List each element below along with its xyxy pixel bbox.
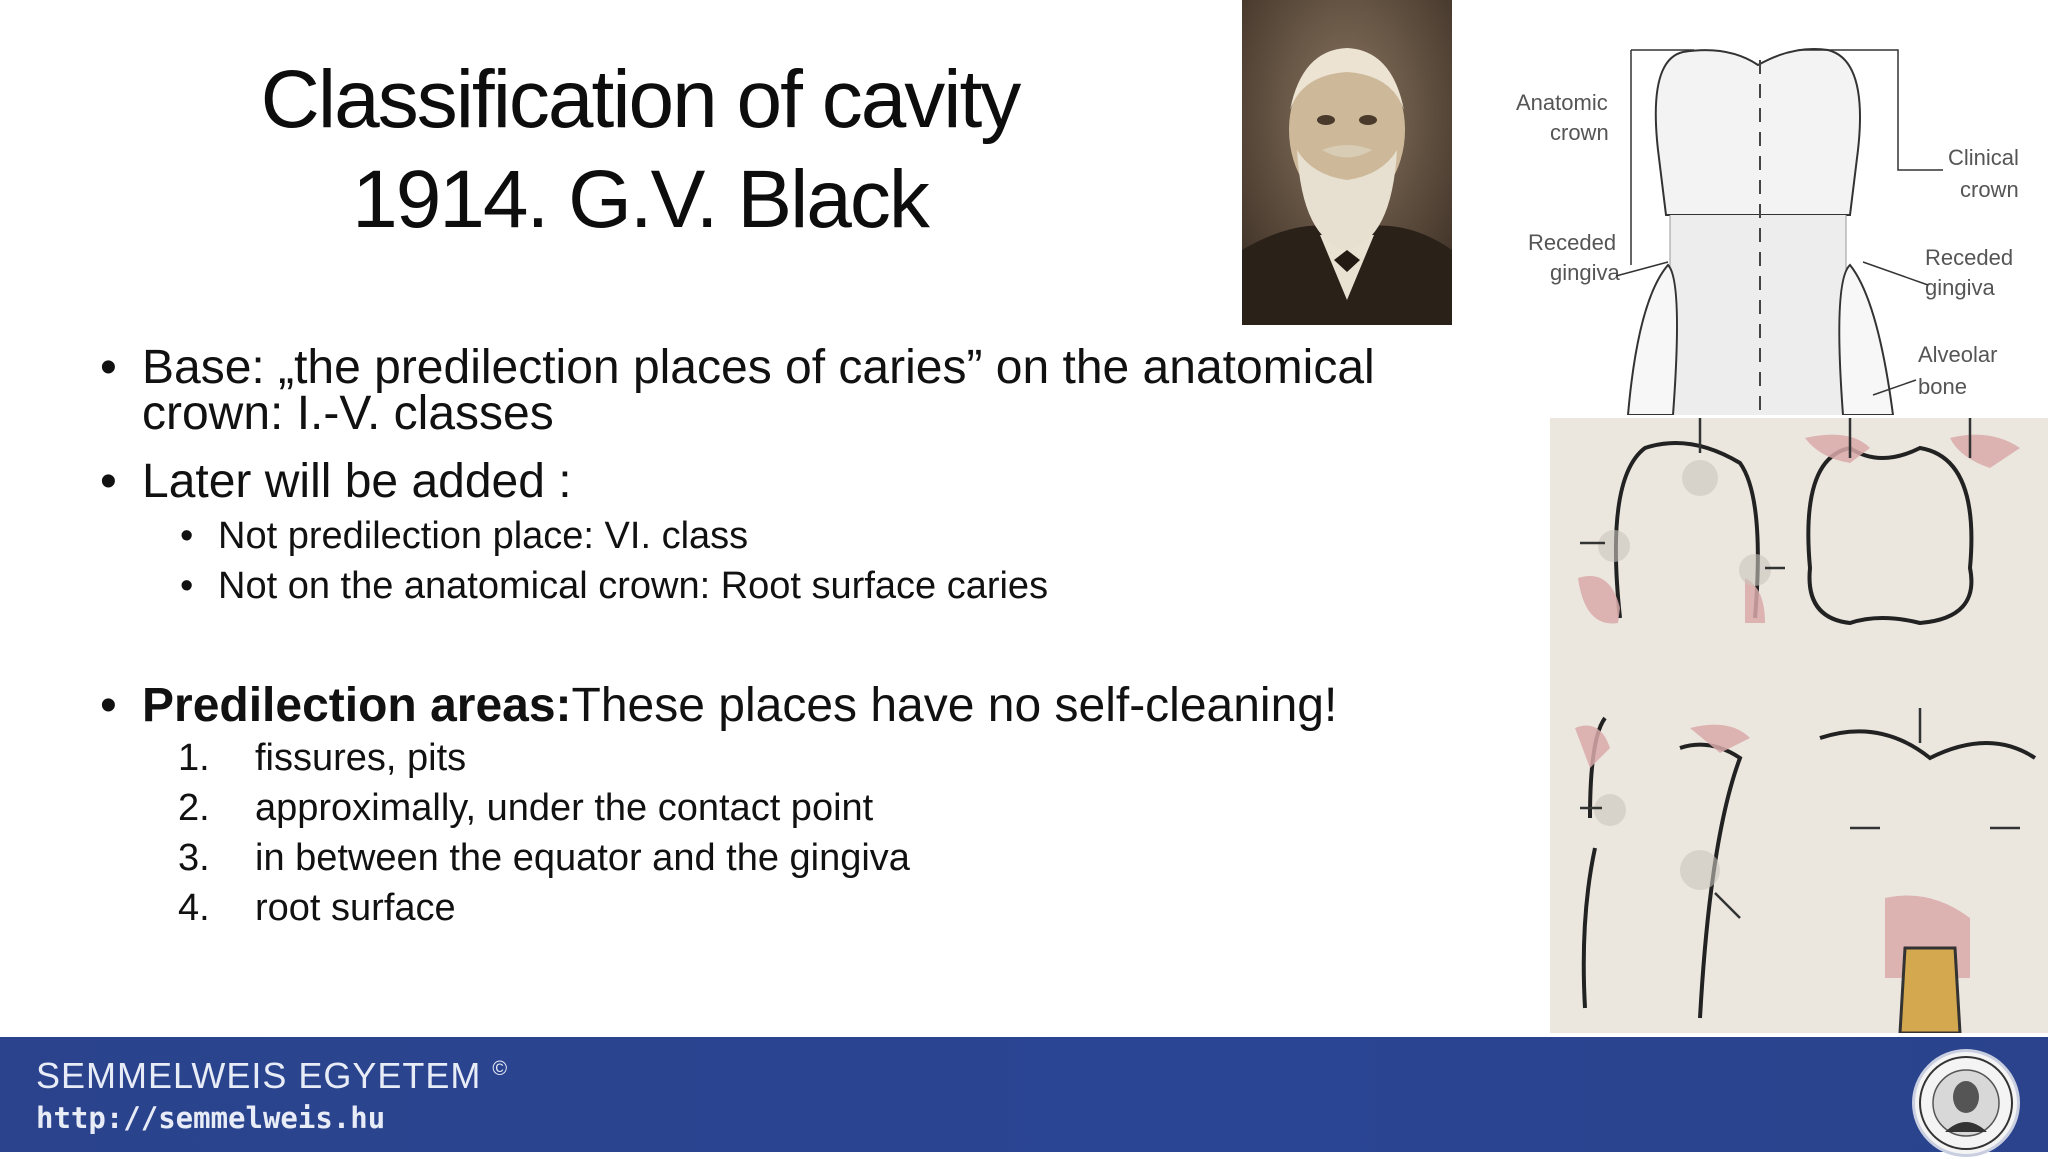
numbered-item: 2. approximally, under the contact point <box>178 787 874 829</box>
numbered-item: 4. root surface <box>178 887 456 929</box>
svg-text:Receded: Receded <box>1925 245 2014 270</box>
bullet-base <box>100 341 1460 440</box>
university-seal-logo <box>1912 1049 2020 1157</box>
slide-body <box>100 341 1460 933</box>
bullet-dot: • <box>180 565 194 607</box>
numbered-item: 3. in between the equator and the gingiva <box>178 837 910 879</box>
copyright-mark: © <box>492 1058 509 1080</box>
bullet-dot: • <box>180 515 194 557</box>
bullet-later-text: Later will be added : <box>142 455 572 508</box>
svg-text:gingiva: gingiva <box>1925 275 1995 300</box>
bullet-later <box>100 455 1460 508</box>
predilection-areas-drawing <box>1550 418 2048 1033</box>
slide-title-line1: Classification of cavity <box>260 54 1020 145</box>
bullet-predilection <box>100 679 1460 732</box>
svg-text:Alveolar: Alveolar <box>1918 342 1998 367</box>
svg-text:bone: bone <box>1918 374 1967 399</box>
svg-text:crown: crown <box>1960 177 2019 202</box>
sub-bullet: • Not predilection place: VI. class <box>100 511 1460 561</box>
slide-title-line2: 1914. G.V. Black <box>352 154 928 245</box>
svg-text:Clinical: Clinical <box>1948 145 2019 170</box>
bullet-dot: • <box>100 341 117 394</box>
svg-text:crown: crown <box>1550 120 1609 145</box>
svg-text:Receded: Receded <box>1528 230 1617 255</box>
svg-text:gingiva: gingiva <box>1550 260 1620 285</box>
numbered-item: 1. fissures, pits <box>178 737 467 779</box>
bullet-dot: • <box>100 455 117 508</box>
bullet-dot: • <box>100 679 117 732</box>
footer-url: http://semmelweis.hu <box>36 1101 386 1135</box>
label-anatomic: Anatomic <box>1516 90 1608 115</box>
tooth-crown-diagram <box>1498 0 2048 415</box>
footer-bar <box>0 1037 2048 1152</box>
bullet-base-text: Base: „the predilection places of caries” on the anatomical crown: I.-V. classes <box>142 341 1375 440</box>
slide-title <box>150 50 1130 250</box>
predilection-note: These places have no self-cleaning! <box>571 679 1338 732</box>
footer-university-name: SEMMELWEIS EGYETEM © <box>36 1055 509 1096</box>
predilection-heading: Predilection areas: <box>142 679 572 732</box>
sub-bullet: • Not on the anatomical crown: Root surface caries <box>100 561 1460 611</box>
portrait-photo <box>1242 0 1452 325</box>
